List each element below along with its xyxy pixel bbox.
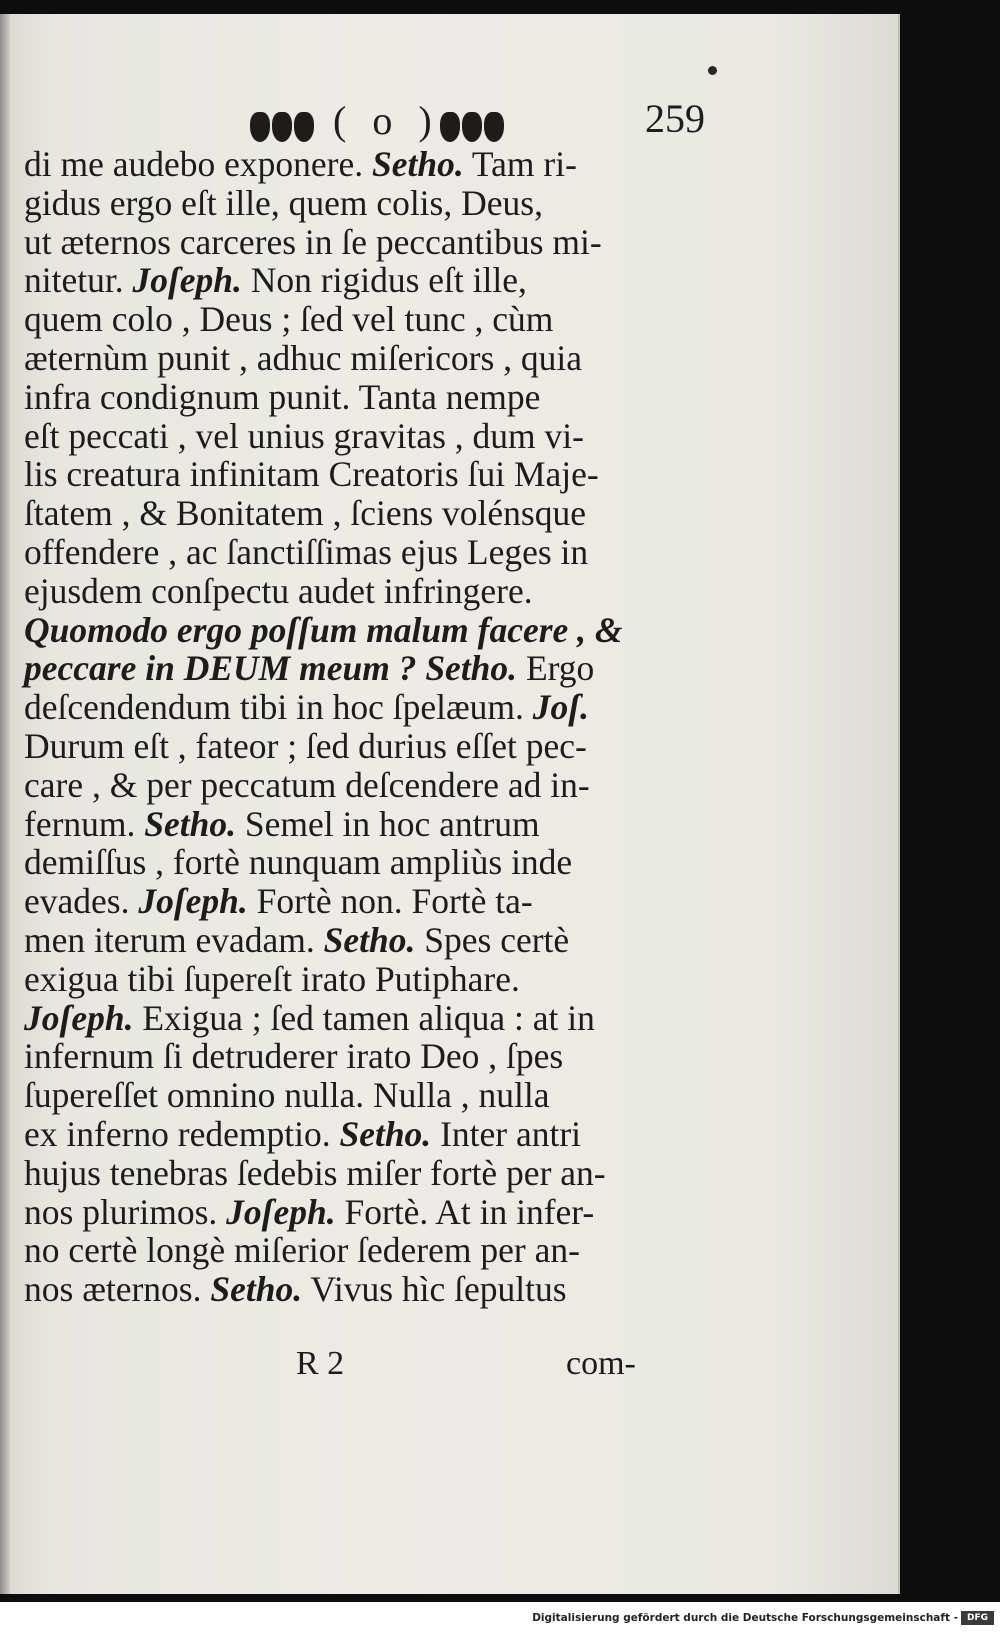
text-line: ſupereſſet omnino nulla. Nulla , nulla: [24, 1075, 550, 1116]
text-line: evades. Joſeph. Fortè non. Fortè ta-: [24, 881, 533, 922]
body-text: [24, 145, 704, 1309]
ornament-right-icon: [440, 105, 510, 139]
text-line: gidus ergo eſt ille, quem colis, Deus,: [24, 182, 543, 223]
text-line: nos plurimos. Joſeph. Fortè. At in infer-: [24, 1191, 595, 1232]
dfg-logo-icon: DFG: [961, 1611, 994, 1625]
text-line: care , & per peccatum deſcendere ad in-: [24, 764, 590, 805]
text-line: di me audebo exponere. Setho. Tam ri-: [24, 144, 577, 184]
text-line: Quomodo ergo poſſum malum facere , &: [24, 609, 623, 650]
text-line: deſcendendum tibi in hoc ſpelæum. Joſ.: [24, 687, 589, 728]
text-line: infra condignum punit. Tanta nempe: [24, 376, 541, 417]
ornament-left-icon: [250, 105, 320, 139]
text-line: eſt peccati , vel unius gravitas , dum vi-: [24, 415, 584, 456]
text-line: quem colo , Deus ; ſed vel tunc , cùm: [24, 299, 554, 340]
text-line: ejusdem conſpectu audet infringere.: [24, 570, 533, 611]
page-gutter: [0, 14, 10, 1594]
header-center: ( o ): [333, 98, 440, 143]
text-line: Joſeph. Exigua ; ſed tamen aliqua : at in: [24, 997, 595, 1038]
ink-spot: [708, 66, 717, 75]
page-number: 259: [645, 96, 705, 141]
catchword: com-: [566, 1345, 636, 1382]
text-line: no certè longè miſerior ſederem per an-: [24, 1230, 580, 1271]
text-line: æternùm punit , adhuc miſericors , quia: [24, 337, 583, 378]
text-line: ut æternos carceres in ſe peccantibus mi-: [24, 221, 602, 262]
credit-bar: [0, 1602, 1000, 1632]
text-line: hujus tenebras ſedebis miſer fortè per an-: [24, 1152, 606, 1193]
text-line: demiſſus , fortè nunquam ampliùs inde: [24, 842, 573, 883]
text-line: lis creatura infinitam Creatoris ſui Maje-: [24, 454, 599, 495]
running-header: [250, 97, 710, 147]
credit-text: Digitalisierung gefördert durch die Deutsche Forschungsgemeinschaft -: [532, 1612, 958, 1624]
text-line: infernum ſi detruderer irato Deo , ſpes: [24, 1036, 564, 1077]
text-line: offendere , ac ſanctiſſimas ejus Leges in: [24, 531, 589, 572]
text-line: ex inferno redemptio. Setho. Inter antri: [24, 1113, 582, 1154]
text-line: men iterum evadam. Setho. Spes certè: [24, 919, 570, 960]
text-line: nos æternos. Setho. Vivus hìc ſepultus: [24, 1269, 567, 1310]
text-line: peccare in DEUM meum ? Setho. Ergo: [24, 648, 595, 689]
text-line: exigua tibi ſupereſt irato Putiphare.: [24, 958, 520, 999]
text-line: Durum eſt , fateor ; ſed durius eſſet pec-: [24, 725, 587, 766]
text-line: nitetur. Joſeph. Non rigidus eſt ille,: [24, 260, 527, 301]
text-line: ſtatem , & Bonitatem , ſciens volénsque: [24, 493, 586, 534]
signature-mark: R 2: [296, 1345, 345, 1382]
text-line: fernum. Setho. Semel in hoc antrum: [24, 803, 540, 844]
